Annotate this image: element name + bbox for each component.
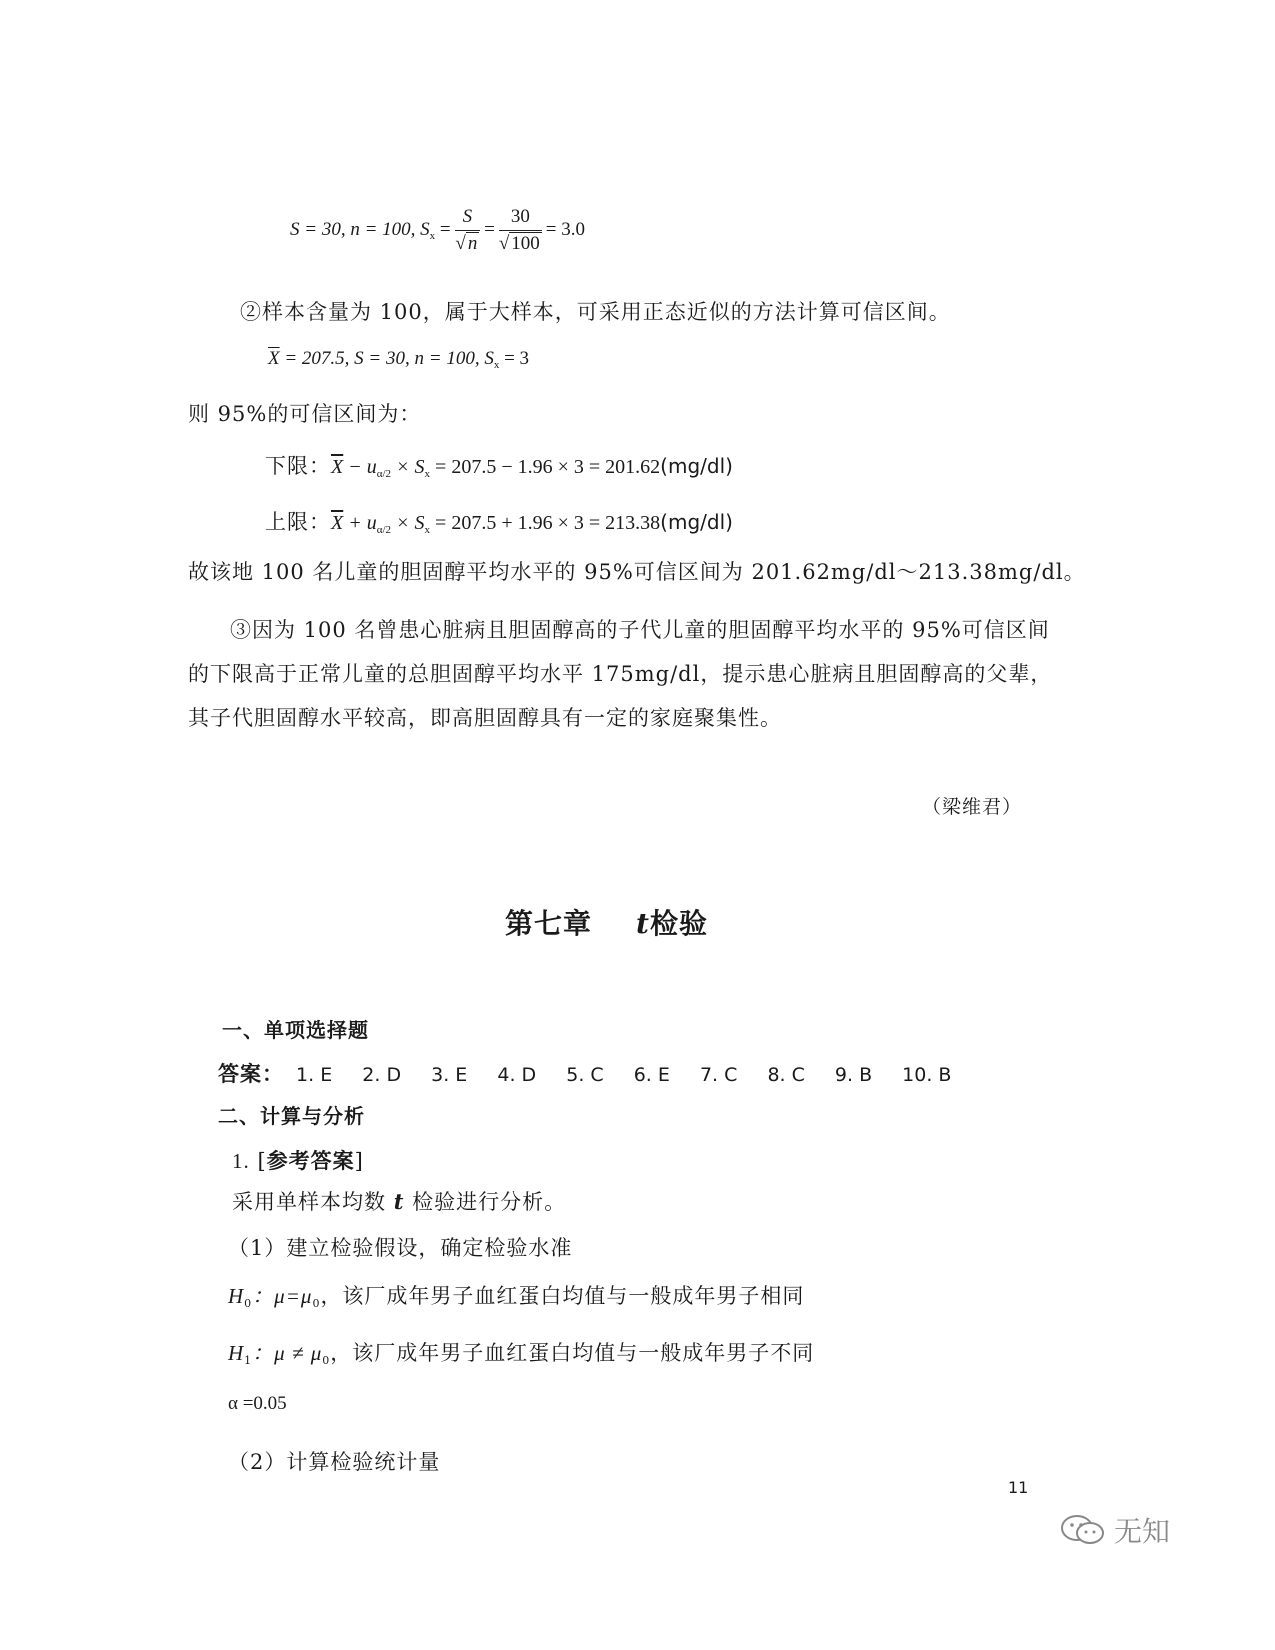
page-number: 11 (1008, 1478, 1029, 1497)
author-credit: （梁维君） (922, 796, 1023, 818)
params-formula: $\overline{X} = 207.5$, S = 30, n = 100, $S_x = 3$ (268, 348, 530, 371)
chat-icon (1060, 1513, 1106, 1547)
h1-line: $H_1$：$\mu \ne \mu_0$，该厂成年男子血红蛋白均值与一般成年男子不同 (228, 1341, 815, 1367)
h0-line: $H_0$：$\mu=\mu_0$，该厂成年男子血红蛋白均值与一般成年男子相同 (228, 1284, 805, 1310)
answer-item: 6. E (633, 1064, 670, 1086)
para3-line2: 的下限高于正常儿童的总胆固醇平均水平 175mg/dl，提示患心脏病且胆固醇高的父辈， (188, 662, 1053, 686)
ci-intro: 则 95%的可信区间为： (188, 402, 422, 426)
alpha-line: α =0.05 (228, 1393, 287, 1414)
answer-item: 9. B (834, 1064, 873, 1086)
calc-heading: 二、计算与分析 (218, 1104, 365, 1128)
ci-conclusion: 故该地 100 名儿童的胆固醇平均水平的 95%可信区间为 201.62mg/dl～213.38mg/dl。 (188, 560, 1086, 584)
sx-formula: S = 30, n = 100, $S_x$ = $\frac{S}{√ n}$ = $\frac{30}{√ 100}$ = 3.0 (290, 205, 585, 254)
single-choice-heading: 一、单项选择题 (222, 1018, 369, 1042)
watermark: 无知 (1060, 1510, 1170, 1550)
answer-item: 10. B (902, 1064, 952, 1086)
lower-limit-formula: 下限：$\overline{X} - u_{\alpha/2} \times S_x = 207.5 - 1.96 \times 3 = 201.62(mg/dl)$ (265, 454, 733, 480)
method-line: 采用单样本均数 t 检验进行分析。 (232, 1189, 567, 1214)
answer-item: 3. E (431, 1064, 468, 1086)
answer-item: 5. C (566, 1064, 604, 1086)
chapter-title: 第七章 t检验 (505, 907, 708, 940)
answer-item: 1. E (296, 1064, 333, 1086)
step1: （1）建立检验假设，确定检验水准 (228, 1236, 573, 1260)
paragraph-large-sample: ②样本含量为 100，属于大样本，可采用正态近似的方法计算可信区间。 (240, 300, 951, 324)
answer-item: 4. D (497, 1064, 537, 1086)
para3-line3: 其子代胆固醇水平较高，即高胆固醇具有一定的家庭聚集性。 (188, 706, 782, 730)
answer-item: 2. D (362, 1064, 402, 1086)
para3-line1: ③因为 100 名曾患心脏病且胆固醇高的子代儿童的胆固醇平均水平的 95%可信区间 (230, 618, 1050, 642)
answer-item: 8. C (767, 1064, 805, 1086)
item1-label: 1. [参考答案] (232, 1148, 364, 1173)
upper-limit-formula: 上限：$\overline{X} + u_{\alpha/2} \times S_x = 207.5 + 1.96 \times 3 = 213.38(mg/dl)$ (265, 510, 733, 536)
step2: （2）计算检验统计量 (228, 1450, 441, 1474)
answer-item: 7. C (699, 1064, 738, 1086)
answer-line: 答案： 1. E 2. D 3. E 4. D 5. C 6. E 7. C 8. C 9. B 10. B (218, 1061, 952, 1086)
